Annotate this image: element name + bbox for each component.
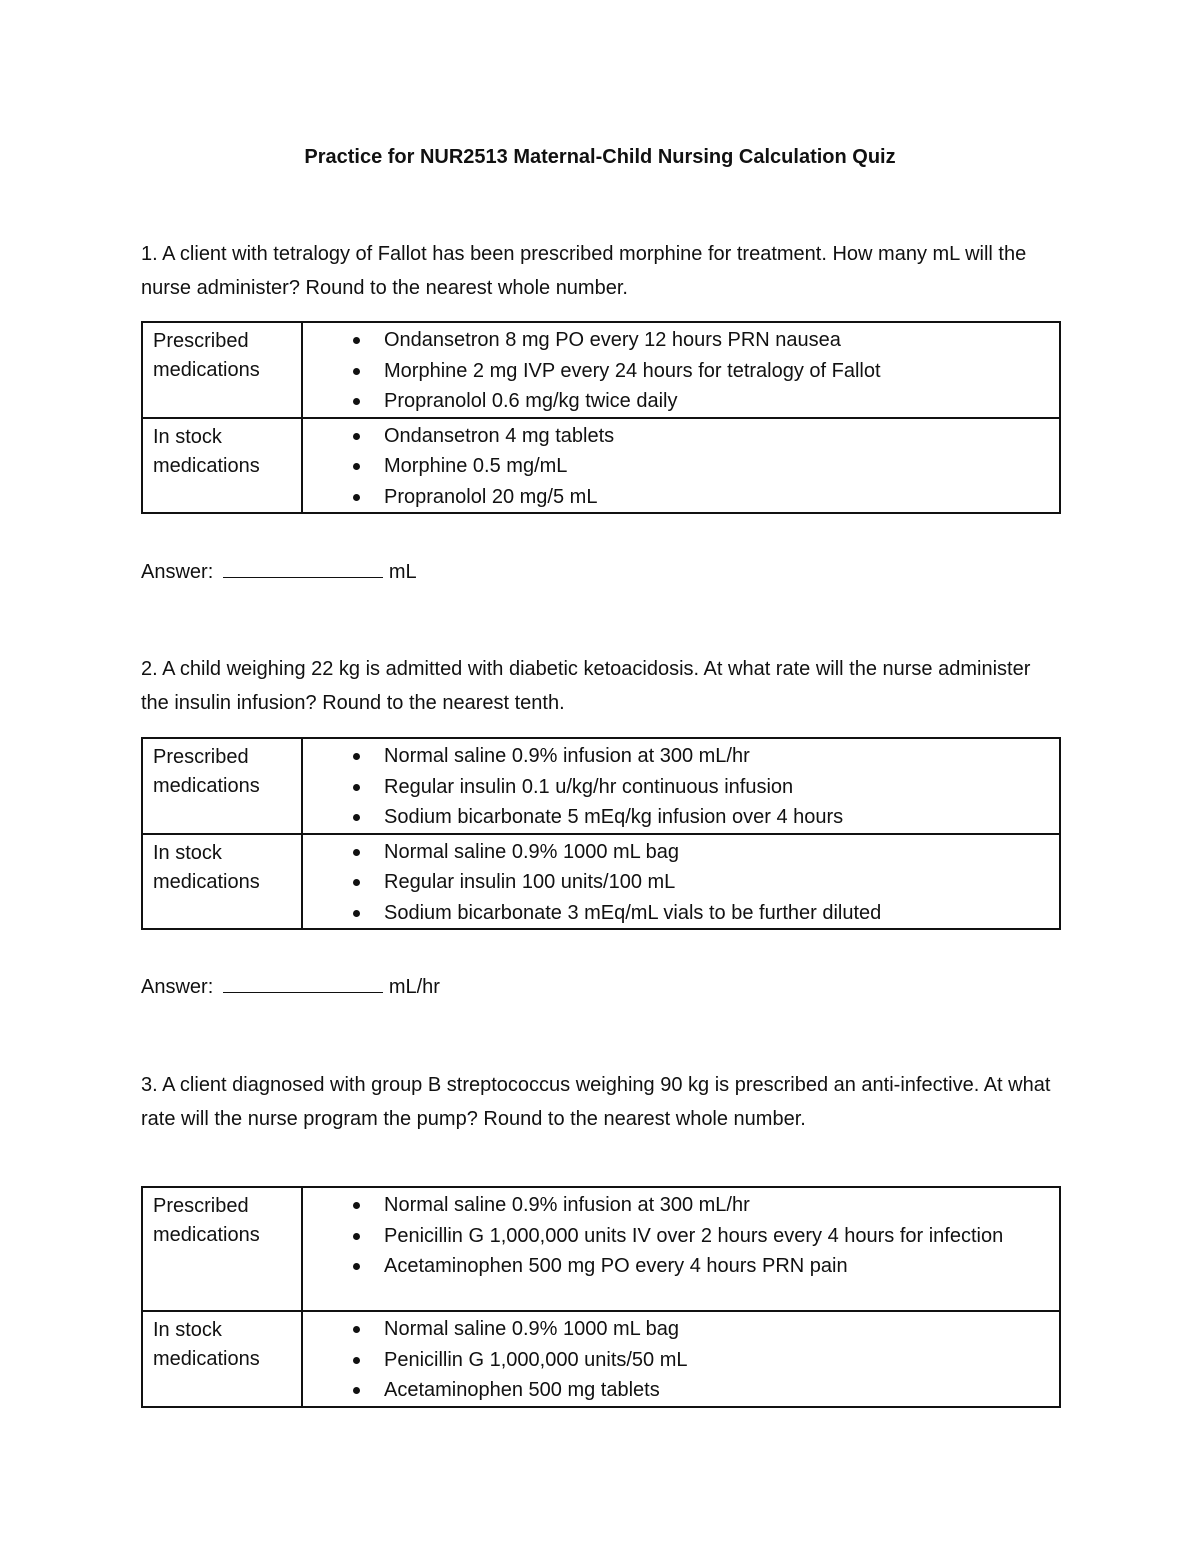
stock-list-cell [302, 834, 1060, 930]
bullet-icon [353, 910, 360, 917]
bullet-icon [353, 849, 360, 856]
prescribed-row [142, 738, 1060, 834]
stock-list-cell [302, 1311, 1060, 1407]
bullet-icon [353, 337, 360, 344]
prescribed-list-cell [302, 738, 1060, 834]
list-item: Ondansetron 4 mg tablets [303, 421, 1059, 452]
bullet-icon [353, 753, 360, 760]
bullet-icon [353, 879, 360, 886]
stock-label: In stock medications [142, 1311, 302, 1407]
prescribed-label: Prescribed medications [142, 738, 302, 834]
question-2-medication-table [141, 737, 1061, 930]
answer-blank[interactable] [223, 559, 383, 578]
prescribed-row [142, 322, 1060, 418]
question-1-answer [141, 558, 417, 586]
prescribed-label: Prescribed medications [142, 1187, 302, 1311]
answer-blank[interactable] [223, 974, 383, 993]
list-item: Acetaminophen 500 mg PO every 4 hours PRN pain [303, 1251, 1059, 1282]
stock-row [142, 1311, 1060, 1407]
prescribed-row [142, 1187, 1060, 1311]
list-item: Normal saline 0.9% infusion at 300 mL/hr [303, 1190, 1059, 1221]
answer-label: Answer: [141, 976, 214, 998]
list-item: Acetaminophen 500 mg tablets [303, 1375, 1059, 1406]
list-item: Propranolol 20 mg/5 mL [303, 482, 1059, 513]
stock-row [142, 418, 1060, 514]
bullet-icon [353, 1357, 360, 1364]
prescribed-label: Prescribed medications [142, 322, 302, 418]
bullet-icon [353, 433, 360, 440]
bullet-icon [353, 1263, 360, 1270]
bullet-icon [353, 368, 360, 375]
bullet-icon [353, 1233, 360, 1240]
list-item: Morphine 0.5 mg/mL [303, 451, 1059, 482]
prescribed-list-cell [302, 1187, 1060, 1311]
stock-list-cell [302, 418, 1060, 514]
bullet-icon [353, 1387, 360, 1394]
question-2-text: 2. A child weighing 22 kg is admitted with diabetic ketoacidosis. At what rate will the nurse administer the insulin infusion? Round to the nearest tenth. [141, 658, 1031, 714]
bullet-icon [353, 494, 360, 501]
stock-label: In stock medications [142, 418, 302, 514]
list-item: Penicillin G 1,000,000 units IV over 2 hours every 4 hours for infection [303, 1221, 1059, 1252]
stock-label: In stock medications [142, 834, 302, 930]
list-item: Propranolol 0.6 mg/kg twice daily [303, 386, 1059, 417]
list-item: Regular insulin 100 units/100 mL [303, 867, 1059, 898]
list-item: Ondansetron 8 mg PO every 12 hours PRN nausea [303, 325, 1059, 356]
bullet-icon [353, 1202, 360, 1209]
list-item: Penicillin G 1,000,000 units/50 mL [303, 1345, 1059, 1376]
list-item: Morphine 2 mg IVP every 24 hours for tetralogy of Fallot [303, 356, 1059, 387]
prescribed-list-cell [302, 322, 1060, 418]
question-1-text: 1. A client with tetralogy of Fallot has been prescribed morphine for treatment. How many mL will the nurse administer? Round to the nearest whole number. [141, 243, 1027, 299]
question-1-medication-table [141, 321, 1061, 514]
bullet-icon [353, 398, 360, 405]
list-item: Normal saline 0.9% 1000 mL bag [303, 837, 1059, 868]
question-3-medication-table [141, 1186, 1061, 1408]
bullet-icon [353, 784, 360, 791]
list-item: Sodium bicarbonate 3 mEq/mL vials to be further diluted [303, 898, 1059, 929]
list-item: Regular insulin 0.1 u/kg/hr continuous infusion [303, 772, 1059, 803]
stock-row [142, 834, 1060, 930]
bullet-icon [353, 1326, 360, 1333]
answer-label: Answer: [141, 561, 214, 583]
question-3-text: 3. A client diagnosed with group B streptococcus weighing 90 kg is prescribed an anti-infective. At what rate will the nurse program the pump? Round to the nearest whole number. [141, 1074, 1051, 1130]
document-title: Practice for NUR2513 Maternal-Child Nursing Calculation Quiz [304, 146, 896, 168]
bullet-icon [353, 814, 360, 821]
list-item: Sodium bicarbonate 5 mEq/kg infusion over 4 hours [303, 802, 1059, 833]
bullet-icon [353, 463, 360, 470]
answer-unit: mL [388, 561, 417, 583]
list-item: Normal saline 0.9% infusion at 300 mL/hr [303, 741, 1059, 772]
answer-unit: mL/hr [388, 976, 440, 998]
question-2-answer [141, 973, 440, 1001]
list-item: Normal saline 0.9% 1000 mL bag [303, 1314, 1059, 1345]
